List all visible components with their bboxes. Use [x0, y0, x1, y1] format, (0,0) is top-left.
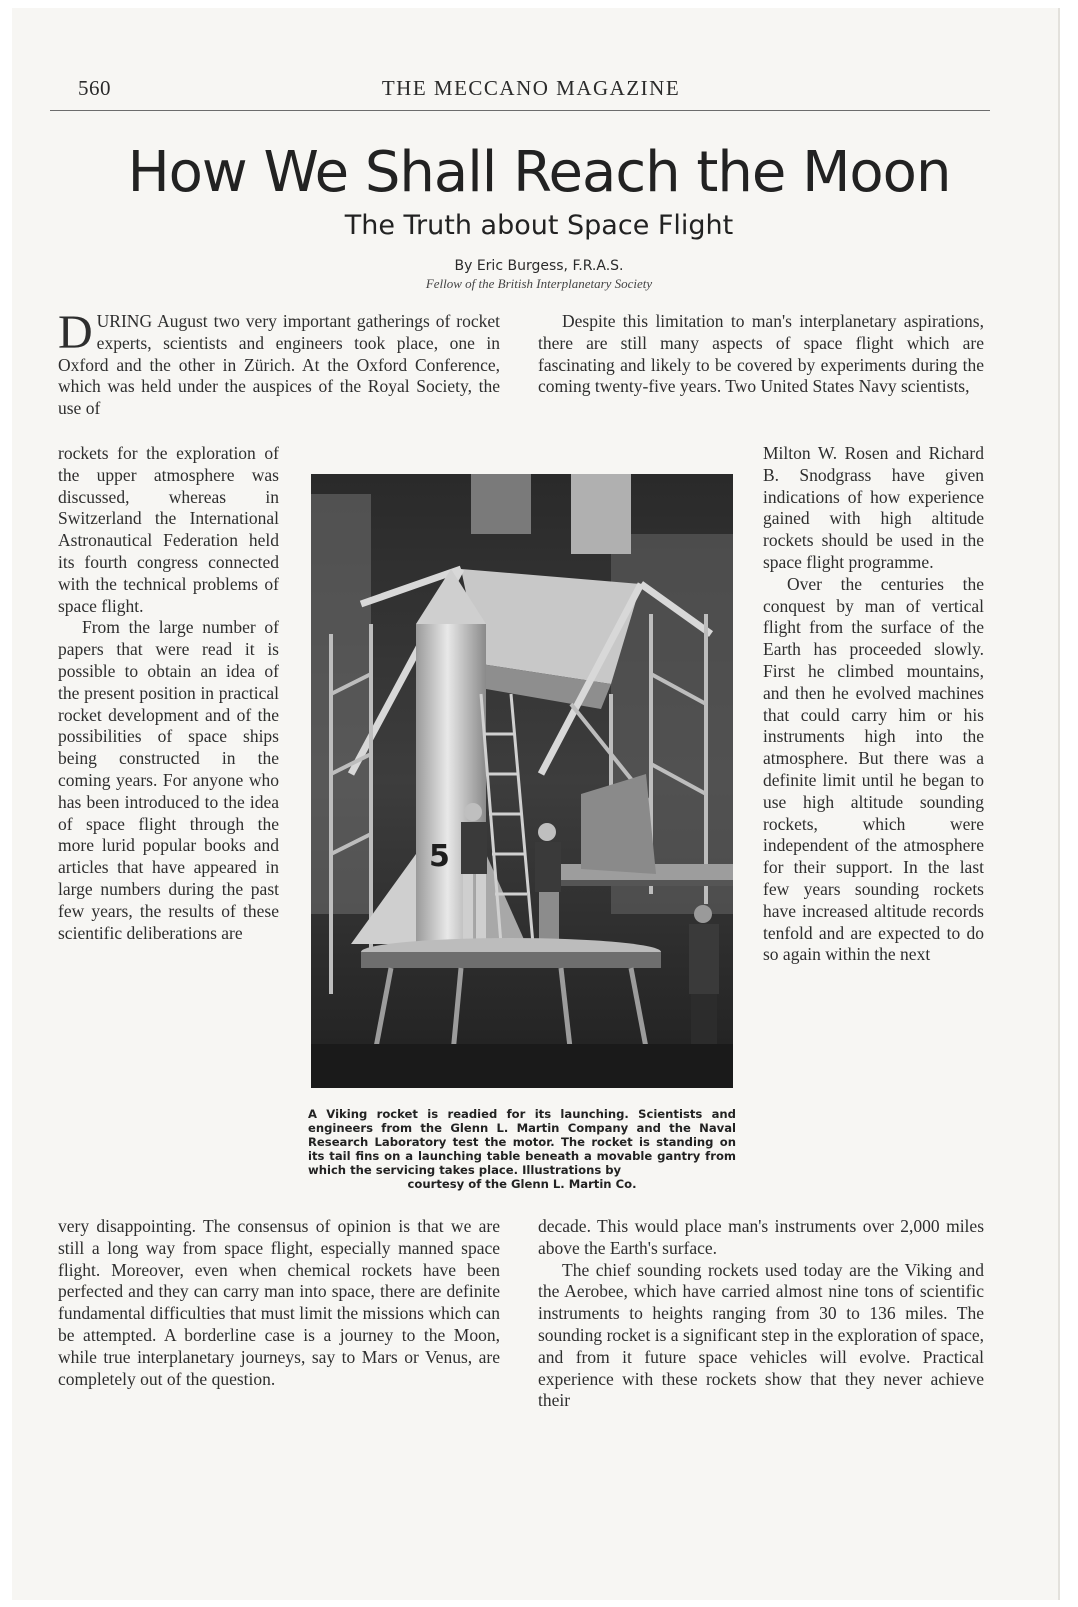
paragraph: decade. This would place man's instruments over 2,000 miles above the Earth's surface.: [538, 1216, 984, 1258]
photo-caption: [308, 1107, 736, 1191]
paragraph: The chief sounding rockets used today are the Viking and the Aerobee, which have carried almost nine tons of scientific instruments to heights ranging from 30 to 136 miles. The sounding rocket is a significant step in the exploration of space, and from it future space vehicles will evolve. Practical experience with these rockets show that they never achieve their: [538, 1259, 984, 1411]
caption-text: A Viking rocket is readied for its launching. Scientists and engineers from the Glenn L. Martin Company and the Naval Research Laboratory test the motor. The rocket is standing on its tail fins on a launching table beneath a movable gantry from which the servicing takes place. Illustrations by: [308, 1107, 736, 1177]
article-title: How We Shall Reach the Moon: [127, 140, 951, 205]
author-affiliation: Fellow of the British Interplanetary Society: [425, 276, 653, 291]
paragraph: rockets for the exploration of the upper atmosphere was discussed, whereas in Switzerland the International Astronautical Federation held its fourth congress connected with the technical problems of space flight.: [58, 443, 279, 616]
left-column-top: [58, 306, 500, 420]
paragraph: From the large number of papers that were read it is possible to obtain an idea of the present position in practical rocket development and of the possibilities of space ships being constructed in the coming years. For anyone who has been introduced to the idea of space flight through the more lurid popular books and articles that have appeared in large numbers during the past few years, the results of these scientific deliberations are: [58, 617, 279, 943]
viking-rocket-photo: [311, 474, 733, 1088]
paragraph: Despite this limitation to man's interplanetary aspirations, there are still many aspects of space flight which are fascinating and likely to be covered by experiments during the coming twenty-five years. Two United States Navy scientists,: [538, 311, 984, 397]
rocket-gantry-illustration: [311, 474, 733, 1088]
paragraph: very disappointing. The consensus of opinion is that we are still a long way from space flight, especially manned space flight. Moreover, even when chemical rockets have been perfected and they can carry man into space, there are definite fundamental difficulties that must limit the missions which can be attempted. A borderline case is a journey to the Moon, while true interplanetary journeys, say to Mars or Venus, are completely out of the question.: [58, 1216, 500, 1389]
running-head: THE MECCANO MAGAZINE: [381, 76, 681, 100]
left-column-bottom: [58, 1216, 500, 1390]
right-column-bottom: [538, 1216, 984, 1412]
page-header: [78, 76, 984, 106]
right-column-narrow: [763, 443, 984, 966]
paragraph: Over the centuries the conquest by man of vertical flight from the surface of the Earth has proceeded slowly. First he climbed mountains, and then he evolved machines that could carry him or his instruments high into the atmosphere. But there was a definite limit until he began to use high altitude sounding rockets, which were independent of the atmosphere for their support. In the last few years sounding rockets have increased altitude records tenfold and are expected to do so again within the next: [763, 573, 984, 965]
rocket-number-marking: 5: [429, 839, 450, 874]
right-column-top: [538, 311, 984, 398]
left-column-narrow: [58, 443, 279, 944]
drop-cap: D: [58, 306, 93, 359]
page-number: 560: [78, 76, 111, 100]
header-rule: [50, 110, 990, 111]
caption-credit: courtesy of the Glenn L. Martin Co.: [407, 1177, 637, 1191]
intro-paragraph: URING August two very important gatherings of rocket experts, scientists and engineers took place, one in Oxford and the other in Zürich. At the Oxford Conference, which was held under the auspices of the Royal Society, the use of: [58, 311, 500, 419]
article-subtitle: The Truth about Space Flight: [344, 210, 734, 241]
author-byline: By Eric Burgess, F.R.A.S.: [454, 258, 624, 274]
paragraph: Milton W. Rosen and Richard B. Snodgrass have given indications of how experience gained with high altitude rockets should be used in the space flight programme.: [763, 443, 984, 572]
